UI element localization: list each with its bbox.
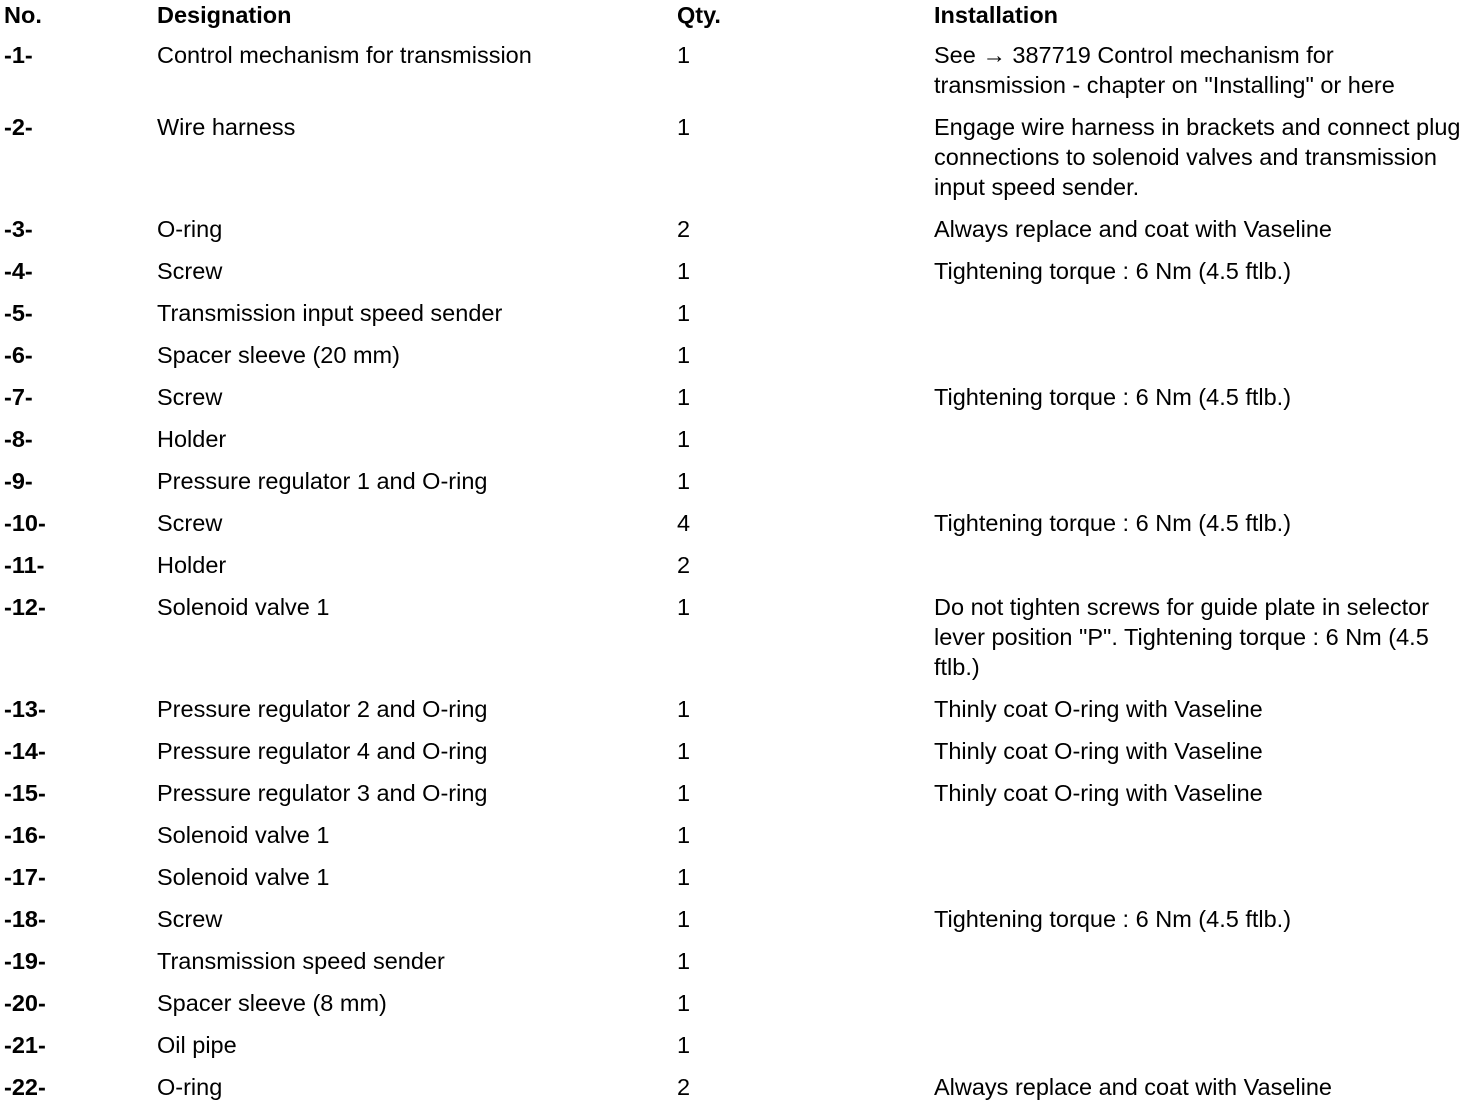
table-row — [0, 988, 1472, 1030]
cell-no: -9- — [4, 468, 33, 494]
cell-qty: 1 — [677, 384, 691, 410]
cell-installation — [934, 550, 1472, 592]
cell-qty: 1 — [677, 1032, 691, 1058]
cell-qty: 1 — [677, 114, 691, 140]
cell-no: -8- — [4, 426, 33, 452]
cell-designation: Holder — [157, 426, 227, 452]
cell-installation — [934, 946, 1472, 988]
cell-no: -22- — [4, 1074, 46, 1100]
table-body — [0, 40, 1472, 1114]
cell-installation: Thinly coat O-ring with Vaseline — [934, 738, 1263, 764]
cell-no: -18- — [4, 906, 46, 932]
cell-qty: 1 — [677, 594, 691, 620]
table-row — [0, 40, 1472, 112]
cell-installation: Thinly coat O-ring with Vaseline — [934, 696, 1263, 722]
cell-designation: Pressure regulator 1 and O-ring — [157, 468, 488, 494]
cell-no: -1- — [4, 42, 33, 68]
table-row — [0, 736, 1472, 778]
cell-no: -5- — [4, 300, 33, 326]
cell-qty: 1 — [677, 342, 691, 368]
cell-no: -10- — [4, 510, 46, 536]
cell-qty: 2 — [677, 552, 691, 578]
cell-installation: Do not tighten screws for guide plate in selector lever position "P". Tightening torque : 6 Nm (4.5 ftlb.) — [934, 594, 1430, 680]
cell-designation: Control mechanism for transmission — [157, 42, 532, 68]
table-row — [0, 1030, 1472, 1072]
cell-no: -11- — [4, 552, 45, 578]
cell-qty: 1 — [677, 906, 691, 932]
header-installation: Installation — [934, 2, 1059, 28]
cell-qty: 1 — [677, 258, 691, 284]
cell-designation: Transmission input speed sender — [157, 300, 503, 326]
cell-qty: 1 — [677, 864, 691, 890]
table-row — [0, 904, 1472, 946]
table-row — [0, 820, 1472, 862]
header-qty: Qty. — [677, 2, 721, 28]
cell-no: -7- — [4, 384, 33, 410]
cell-designation: Holder — [157, 552, 227, 578]
cell-installation: Always replace and coat with Vaseline — [934, 216, 1332, 242]
cell-designation: O-ring — [157, 1074, 223, 1100]
cell-qty: 2 — [677, 216, 691, 242]
cell-qty: 1 — [677, 300, 691, 326]
cell-qty: 1 — [677, 426, 691, 452]
cell-qty: 1 — [677, 990, 691, 1016]
cell-designation: Spacer sleeve (20 mm) — [157, 342, 400, 368]
cell-installation — [934, 340, 1472, 382]
header-row — [0, 0, 1472, 40]
table-row — [0, 1072, 1472, 1114]
table-row — [0, 946, 1472, 988]
cell-designation: Transmission speed sender — [157, 948, 445, 974]
cell-qty: 1 — [677, 948, 691, 974]
cell-installation — [934, 820, 1472, 862]
cell-no: -16- — [4, 822, 46, 848]
cell-designation: Screw — [157, 384, 223, 410]
cell-installation: Thinly coat O-ring with Vaseline — [934, 780, 1263, 806]
cell-installation — [934, 862, 1472, 904]
table-row — [0, 382, 1472, 424]
table-header — [0, 0, 1472, 40]
cell-installation: Engage wire harness in brackets and connect plug connections to solenoid valves and transmission input speed sender. — [934, 114, 1461, 200]
table-row — [0, 256, 1472, 298]
cell-designation: Pressure regulator 2 and O-ring — [157, 696, 488, 722]
table-row — [0, 550, 1472, 592]
cell-qty: 1 — [677, 42, 691, 68]
cell-installation — [934, 424, 1472, 466]
cell-no: -6- — [4, 342, 33, 368]
cell-designation: Oil pipe — [157, 1032, 237, 1058]
cell-designation: Pressure regulator 4 and O-ring — [157, 738, 488, 764]
cell-no: -2- — [4, 114, 33, 140]
cell-no: -21- — [4, 1032, 46, 1058]
cell-installation: Tightening torque : 6 Nm (4.5 ftlb.) — [934, 384, 1292, 410]
cell-designation: Screw — [157, 906, 223, 932]
cell-no: -13- — [4, 696, 46, 722]
cell-designation: Screw — [157, 258, 223, 284]
cell-installation: Always replace and coat with Vaseline — [934, 1074, 1332, 1100]
cell-no: -14- — [4, 738, 46, 764]
table-row — [0, 112, 1472, 214]
cell-designation: Pressure regulator 3 and O-ring — [157, 780, 488, 806]
cell-installation: Tightening torque : 6 Nm (4.5 ftlb.) — [934, 258, 1292, 284]
table-row — [0, 694, 1472, 736]
cell-qty: 2 — [677, 1074, 691, 1100]
cell-no: -12- — [4, 594, 46, 620]
table-row — [0, 340, 1472, 382]
table-row — [0, 466, 1472, 508]
table-row — [0, 424, 1472, 466]
cell-designation: O-ring — [157, 216, 223, 242]
cell-qty: 1 — [677, 738, 691, 764]
cell-no: -20- — [4, 990, 46, 1016]
table-row — [0, 508, 1472, 550]
cell-no: -4- — [4, 258, 33, 284]
header-designation: Designation — [157, 2, 292, 28]
table-row — [0, 862, 1472, 904]
cell-designation: Spacer sleeve (8 mm) — [157, 990, 387, 1016]
table-row — [0, 298, 1472, 340]
table-row — [0, 592, 1472, 694]
cell-no: -17- — [4, 864, 46, 890]
cell-qty: 1 — [677, 780, 691, 806]
cell-designation: Screw — [157, 510, 223, 536]
cell-designation: Solenoid valve 1 — [157, 822, 330, 848]
table-row — [0, 214, 1472, 256]
cell-installation — [934, 466, 1472, 508]
cell-installation: See → 387719 Control mechanism for transmission - chapter on "Installing" or here — [934, 42, 1395, 98]
cell-no: -15- — [4, 780, 46, 806]
cell-installation — [934, 298, 1472, 340]
cell-qty: 1 — [677, 468, 691, 494]
cell-designation: Solenoid valve 1 — [157, 864, 330, 890]
table-row — [0, 778, 1472, 820]
cell-designation: Solenoid valve 1 — [157, 594, 330, 620]
header-no: No. — [4, 2, 42, 28]
cell-installation — [934, 1030, 1472, 1072]
cell-no: -19- — [4, 948, 46, 974]
cell-no: -3- — [4, 216, 33, 242]
cell-qty: 1 — [677, 822, 691, 848]
cell-installation: Tightening torque : 6 Nm (4.5 ftlb.) — [934, 510, 1292, 536]
cell-designation: Wire harness — [157, 114, 296, 140]
cell-qty: 1 — [677, 696, 691, 722]
cell-installation — [934, 988, 1472, 1030]
cell-installation: Tightening torque : 6 Nm (4.5 ftlb.) — [934, 906, 1292, 932]
cell-qty: 4 — [677, 510, 691, 536]
